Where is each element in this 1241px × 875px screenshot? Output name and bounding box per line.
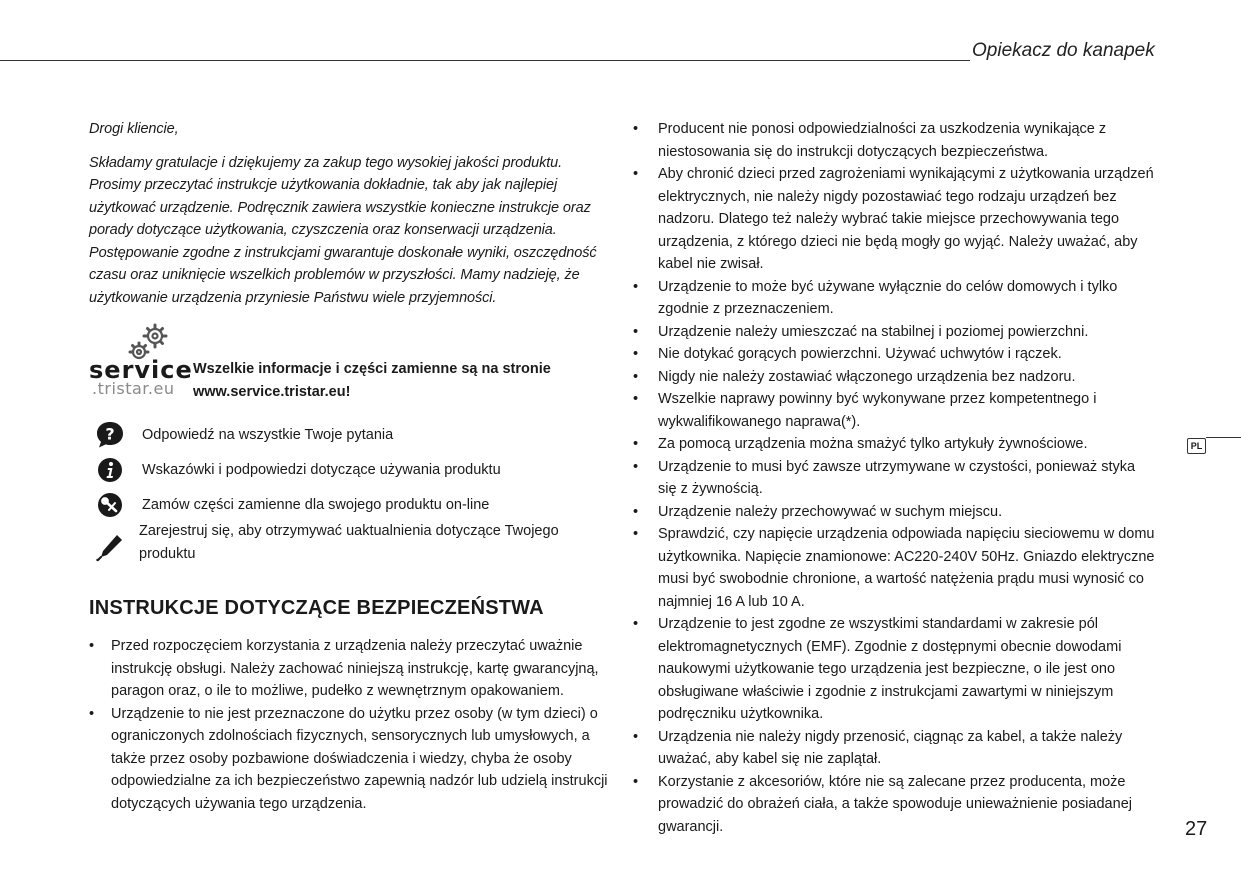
list-item: • Aby chronić dzieci przed zagrożeniami wynikającymi z użytkowania urządzeń elektrycznych, nie należy nigdy pozostawiać tego rodzaju urządzeń bez nadzoru. Dlatego też należy wybrać takie miejsce przechowywania tego urządzenia, z którego dzieci nie będą mogły go wyjąć. Należy uważać, aby kabel nie zwisał. bbox=[633, 163, 1155, 276]
feature-text: Zamów części zamienne dla swojego produktu on-line bbox=[142, 496, 490, 513]
language-tab-rule bbox=[1206, 437, 1241, 438]
svg-text:?: ? bbox=[105, 424, 115, 443]
list-item: • Nie dotykać gorących powierzchni. Używać uchwytów i rączek. bbox=[633, 343, 1155, 366]
feature-text: Wskazówki i podpowiedzi dotyczące używania produktu bbox=[142, 461, 501, 478]
service-website-link[interactable]: www.service.tristar.eu! bbox=[193, 384, 351, 400]
wrench-icon bbox=[95, 490, 125, 520]
language-tab: PL bbox=[1187, 438, 1206, 454]
list-item: • Korzystanie z akcesoriów, które nie są zalecane przez producenta, może prowadzić do obrażeń ciała, a także spowoduje unieważnienie posiadanej gwarancji. bbox=[633, 771, 1155, 839]
list-item: • Urządzenia nie należy nigdy przenosić, ciągnąc za kabel, a także należy uważać, aby kabel się nie zaplątał. bbox=[633, 726, 1155, 771]
list-item: • Za pomocą urządzenia można smażyć tylko artykuły żywnościowe. bbox=[633, 433, 1155, 456]
pen-icon bbox=[95, 532, 125, 562]
feature-text: Zarejestruj się, aby otrzymywać uaktualnienia dotyczące Twojego produktu bbox=[139, 523, 559, 562]
left-column bbox=[89, 118, 609, 815]
list-item: • Przed rozpoczęciem korzystania z urządzenia należy przeczytać uważnie instrukcję obsługi. Należy zachować niniejszą instrukcję, kartę gwarancyjną, paragon oraz, o ile to możliwe, pudełko z wewnętrznym opakowaniem. bbox=[89, 635, 609, 703]
right-column bbox=[633, 118, 1155, 838]
service-logo-domain: .tristar.eu bbox=[92, 379, 175, 398]
question-icon bbox=[95, 420, 125, 450]
list-item: • Urządzenie to nie jest przeznaczone do użytku przez osoby (w tym dzieci) o ograniczonych zdolnościach fizycznych, sensorycznych lub umysłowych, a także przez osoby pozbawione doświadczenia i wiedzy, chyba że osoby odpowiedzialne za ich bezpieczeństwo zapewnią nadzór lub udzielą instrukcji dotyczących używania tego urządzenia. bbox=[89, 703, 609, 816]
service-logo-word: service bbox=[89, 356, 193, 384]
safety-list-right bbox=[633, 118, 1155, 838]
feature-item-spare-parts bbox=[89, 487, 609, 522]
section-heading: INSTRUKCJE DOTYCZĄCE BEZPIECZEŃSTWA bbox=[89, 597, 544, 619]
list-item: • Producent nie ponosi odpowiedzialności za uszkodzenia wynikające z niestosowania się do instrukcji dotyczących bezpieczeństwa. bbox=[633, 118, 1155, 163]
page-number: 27 bbox=[1185, 818, 1208, 840]
service-info-line: Wszelkie informacje i części zamienne są na stronie bbox=[193, 361, 551, 377]
greeting: Drogi kliencie, bbox=[89, 121, 179, 137]
service-block bbox=[89, 323, 609, 413]
service-features-list bbox=[89, 417, 609, 570]
list-item: • Urządzenie to jest zgodne ze wszystkimi standardami w zakresie pól elektromagnetycznych (EMF). Zgodnie z dostępnymi obecnie dowodami naukowymi użytkowanie tego urządzenia jest bezpieczne, o ile jest ono obsługiwane właściwie i zgodnie z instrukcjami zawartymi w niniejszym podręczniku użytkownika. bbox=[633, 613, 1155, 726]
list-item: • Urządzenie należy przechowywać w suchym miejscu. bbox=[633, 501, 1155, 524]
list-item: • Nigdy nie należy zostawiać włączonego urządzenia bez nadzoru. bbox=[633, 366, 1155, 389]
document-title: Opiekacz do kanapek bbox=[972, 40, 1155, 61]
safety-list-left bbox=[89, 635, 609, 815]
feature-item-tips bbox=[89, 452, 609, 487]
feature-text: Odpowiedź na wszystkie Twoje pytania bbox=[142, 426, 394, 443]
info-icon bbox=[95, 455, 125, 485]
list-item: • Urządzenie należy umieszczać na stabilnej i poziomej powierzchni. bbox=[633, 321, 1155, 344]
feature-item-questions bbox=[89, 417, 609, 452]
feature-item-register bbox=[89, 522, 609, 570]
intro-paragraph: Składamy gratulacje i dziękujemy za zakup tego wysokiej jakości produktu. Prosimy przeczytać instrukcje użytkowania dokładnie, tak aby jak najlepiej użytkować urządzenie. Podręcznik zawiera wszystkie konieczne instrukcje oraz porady dotyczące użytkowania, czyszczenia oraz konserwacji urządzenia. Postępowanie zgodne z instrukcjami gwarantuje doskonałe wyniki, oszczędność czasu oraz uniknięcie wszelkich problemów w przyszłości. Mamy nadzieję, że użytkowanie urządzenia przyniesie Państwu wiele przyjemności. bbox=[89, 154, 597, 306]
header-rule bbox=[0, 60, 970, 61]
list-item: • Sprawdzić, czy napięcie urządzenia odpowiada napięciu sieciowemu w domu użytkownika. Napięcie znamionowe: AC220-240V 50Hz. Gniazdo elektryczne musi być swobodnie chronione, a wartość natężenia prądu musi wynosić co najmniej 16 A lub 10 A. bbox=[633, 523, 1155, 613]
list-item: • Urządzenie to może być używane wyłącznie do celów domowych i tylko zgodnie z przeznaczeniem. bbox=[633, 276, 1155, 321]
list-item: • Urządzenie to musi być zawsze utrzymywane w czystości, ponieważ styka się z żywnością. bbox=[633, 456, 1155, 501]
list-item: • Wszelkie naprawy powinny być wykonywane przez kompetentnego i wykwalifikowanego naprawa(*). bbox=[633, 388, 1155, 433]
service-info-text bbox=[193, 358, 603, 404]
